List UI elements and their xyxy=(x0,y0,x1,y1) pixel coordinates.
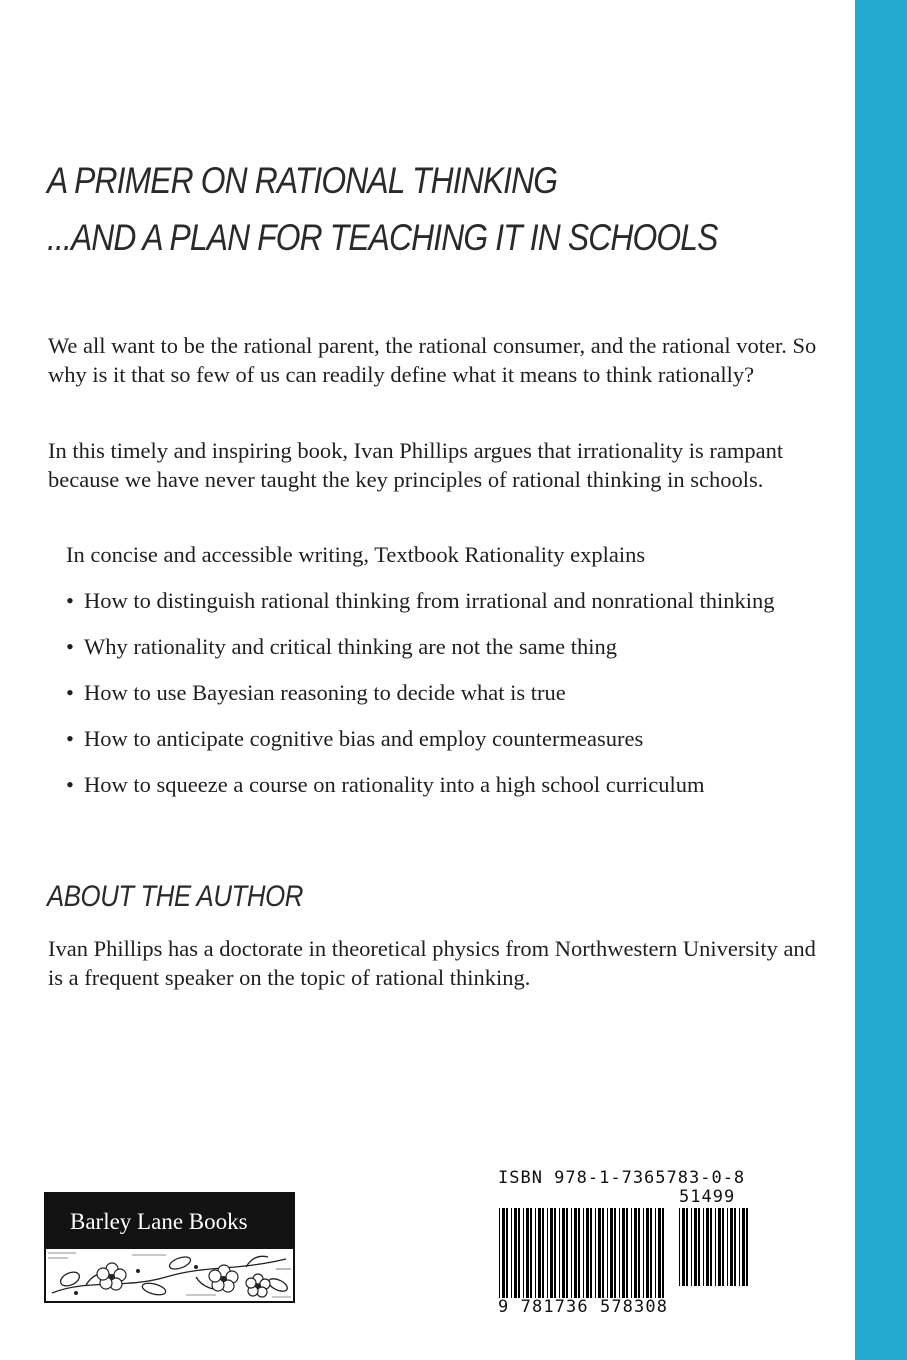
isbn-number: ISBN 978-1-7365783-0-8 xyxy=(498,1168,746,1188)
barcode-bar xyxy=(554,1208,556,1298)
barcode-bar xyxy=(614,1208,616,1298)
barcode-bars xyxy=(491,1208,753,1302)
barcode-bar xyxy=(502,1208,505,1298)
barcode xyxy=(491,1168,753,1326)
headline-line-1: A PRIMER ON RATIONAL THINKING xyxy=(47,160,558,201)
barcode-bar xyxy=(547,1208,548,1298)
barcode-bar xyxy=(679,1208,680,1286)
ean-digits: 9 781736 578308 xyxy=(498,1297,669,1317)
barcode-bar xyxy=(619,1208,620,1298)
barcode-bar xyxy=(746,1208,748,1286)
bullet-list xyxy=(66,586,826,816)
barcode-bar xyxy=(734,1208,736,1286)
bullet-text: How to use Bayesian reasoning to decide what is true xyxy=(84,680,566,705)
bullet-icon: • xyxy=(66,772,74,797)
barcode-bar xyxy=(514,1208,517,1298)
publisher-logo xyxy=(44,1192,295,1303)
intro-paragraph-2: In this timely and inspiring book, Ivan Phillips argues that irrationality is rampant because we have never taught the key principles of rational thinking in schools. xyxy=(48,438,784,492)
intro-paragraph-1: We all want to be the rational parent, the rational consumer, and the rational voter. So why is it that so few of us can readily define what it means to think rationally? xyxy=(48,333,817,387)
barcode-bar xyxy=(562,1208,565,1298)
bullet-text: How to distinguish rational thinking from irrational and nonrational thinking xyxy=(84,588,775,613)
barcode-bar xyxy=(602,1208,604,1298)
barcode-bar xyxy=(622,1208,625,1298)
spine-color-band xyxy=(855,0,907,1360)
barcode-bar xyxy=(506,1208,508,1298)
barcode-bar xyxy=(643,1208,644,1298)
barcode-bar xyxy=(559,1208,560,1298)
barcode-bar xyxy=(718,1208,721,1286)
list-item xyxy=(66,632,826,661)
about-author-heading: ABOUT THE AUTHOR xyxy=(47,880,303,913)
barcode-bar xyxy=(730,1208,733,1286)
barcode-bar xyxy=(698,1208,700,1286)
barcode-bar xyxy=(655,1208,656,1298)
barcode-bar xyxy=(646,1208,649,1298)
barcode-bar xyxy=(638,1208,640,1298)
barcode-bar xyxy=(530,1208,532,1298)
barcode-bar xyxy=(571,1208,572,1298)
barcode-bar xyxy=(598,1208,601,1298)
bullet-text: How to anticipate cognitive bias and employ countermeasures xyxy=(84,726,644,751)
barcode-bar xyxy=(511,1208,512,1298)
barcode-bar xyxy=(526,1208,529,1298)
barcode-bar xyxy=(574,1208,577,1298)
barcode-bar xyxy=(578,1208,580,1298)
barcode-bar xyxy=(722,1208,724,1286)
barcode-bar xyxy=(710,1208,712,1286)
barcode-bar xyxy=(595,1208,596,1298)
barcode-bar xyxy=(694,1208,697,1286)
barcode-bar xyxy=(626,1208,628,1298)
bullet-icon: • xyxy=(66,726,74,751)
barcode-bar xyxy=(518,1208,520,1298)
barcode-bar xyxy=(703,1208,704,1286)
barcode-bar xyxy=(499,1208,500,1298)
barcode-bar xyxy=(742,1208,745,1286)
bullet-icon: • xyxy=(66,588,74,613)
barcode-bar xyxy=(542,1208,544,1298)
barcode-bar xyxy=(691,1208,692,1286)
barcode-bar xyxy=(706,1208,709,1286)
bullet-icon: • xyxy=(66,680,74,705)
barcode-bar xyxy=(650,1208,652,1298)
list-item xyxy=(66,678,826,707)
barcode-bar xyxy=(586,1208,589,1298)
bullet-text: How to squeeze a course on rationality into a high school curriculum xyxy=(84,772,705,797)
barcode-bar xyxy=(607,1208,608,1298)
barcode-bar xyxy=(715,1208,716,1286)
bullet-icon: • xyxy=(66,634,74,659)
barcode-bar xyxy=(590,1208,592,1298)
barcode-bar xyxy=(566,1208,568,1298)
barcode-bar xyxy=(686,1208,688,1286)
barcode-bar xyxy=(610,1208,613,1298)
barcode-bar xyxy=(662,1208,664,1298)
barcode-bar xyxy=(727,1208,728,1286)
intro-paragraph-3: In concise and accessible writing, Textbook Rationality explains xyxy=(66,542,646,567)
barcode-bar xyxy=(634,1208,637,1298)
barcode-bar xyxy=(538,1208,541,1298)
list-item xyxy=(66,586,826,615)
list-item xyxy=(66,770,826,799)
barcode-bar xyxy=(583,1208,584,1298)
publisher-name: Barley Lane Books xyxy=(46,1194,293,1249)
barcode-bar xyxy=(535,1208,536,1298)
barcode-bar xyxy=(682,1208,685,1286)
headline-line-2: ...AND A PLAN FOR TEACHING IT IN SCHOOLS xyxy=(47,217,718,258)
list-item xyxy=(66,724,826,753)
price-code: 51499 xyxy=(679,1187,736,1207)
barcode-bar xyxy=(631,1208,632,1298)
barcode-bar xyxy=(658,1208,661,1298)
bullet-text: Why rationality and critical thinking are not the same thing xyxy=(84,634,617,659)
about-author-text: Ivan Phillips has a doctorate in theoretical physics from Northwestern University and is a frequent speaker on the topic of rational thinking. xyxy=(48,936,816,990)
barcode-bar xyxy=(523,1208,524,1298)
flower-branch-icon xyxy=(46,1249,293,1301)
barcode-bar xyxy=(550,1208,553,1298)
barcode-bar xyxy=(739,1208,740,1286)
